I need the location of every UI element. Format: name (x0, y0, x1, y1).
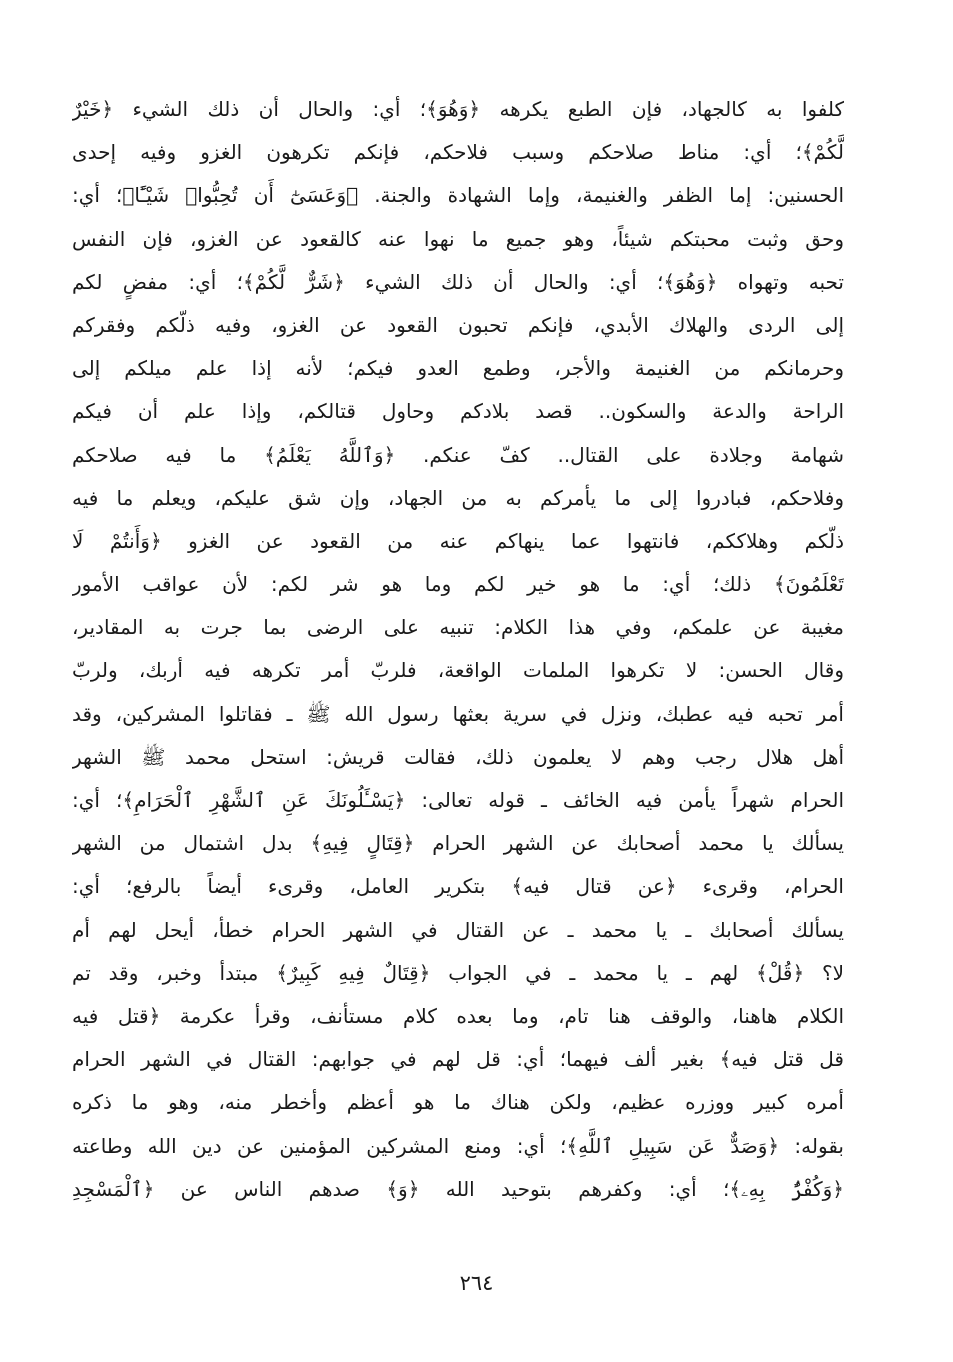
text-line: وقال الحسن: لا تكرهوا الملمات الواقعة، فلربّ أمر تكرهه فيه أربك، ولربّ (72, 658, 844, 683)
text-line: الراحة والدعة والسكون.. قصد بلادكم وحاول قتالكم، وإذا علم أن فيكم (72, 399, 844, 424)
text-line: يسألك يا محمد أصحابك عن الشهر الحرام ﴿قِتَالٍ فِيهِ﴾ بدل اشتمال من الشهر (72, 831, 844, 856)
text-line: الحرام شهراً يأمن فيه الخائف ـ قوله تعالى: ﴿يَسْـَٔلُونَكَ عَنِ ٱلشَّهْرِ ٱلْحَرَامِ﴾؛ أي: (72, 788, 844, 812)
text-line: الحسنين: إما الظفر والغنيمة، وإما الشهادة والجنة. ﴿وَعَسَىٰٓ أَن تُحِبُّوا۟ شَيْـًٔا﴾؛ أي: (72, 183, 844, 208)
text-line: تحبه وتهواه ﴿وَهُوَ﴾؛ أي: والحال أن ذلك الشيء ﴿شَرٌّ لَّكُمْ﴾؛ أي: مفضٍ لكم (72, 269, 844, 294)
text-line: ذلّكم وهلاككم، فانتهوا عما ينهاكم عنه من القعود عن الغزو ﴿وَأَنتُمْ لَا (72, 528, 844, 553)
tafsir-text-body (72, 88, 844, 1211)
text-line: وحق وثبت محبتكم شيئاً، وهو جميع ما نهوا عنه كالقعود عن الغزو، فإن النفس (72, 226, 844, 251)
text-line: الحرام، وقرىء ﴿عن قتال فيه﴾ بتكرير العامل، وقرىء أيضاً بالرفع؛ أي: (72, 874, 844, 899)
text-line: ﴿وَكُفْرٌۢ بِهِۦ﴾؛ أي: وكفرهم بتوحيد الله ﴿وَ﴾ صدهم الناس عن ﴿ٱلْمَسْجِدِ (72, 1176, 844, 1201)
text-line: شهامة وجلادة على القتال.. كفّ عنكم. ﴿وَٱللَّهُ يَعْلَمُ﴾ ما فيه صلاحكم (72, 442, 844, 467)
text-line: لا؟ ﴿قُلْ﴾ لهم ـ يا محمد ـ في الجواب ﴿قِتَالٌ فِيهِ كَبِيرٌ﴾ مبتدأ وخبر، وقد تم (72, 960, 844, 985)
text-line: كلفوا به كالجهاد، فإن الطبع يكرهه ﴿وَهُوَ﴾؛ أي: والحال أن ذلك الشيء ﴿خَيْرٌ (72, 97, 844, 121)
text-line: لَّكُمْ﴾؛ أي: مناط صلاحكم وسبب فلاحكم، فإنكم تكرهون الغزو وفيه إحدى (72, 140, 844, 165)
text-line: بقوله: ﴿وَصَدٌّ عَن سَبِيلِ ٱللَّهِ﴾؛ أي: ومنع المشركين المؤمنين عن دين الله وطاعته (72, 1133, 844, 1158)
text-line: قل قتل فيه﴾ بغير ألف فيهما؛ أي: قل لهم في جوابهم: القتال في الشهر الحرام (72, 1047, 844, 1072)
page-number: ٢٦٤ (459, 1271, 494, 1295)
text-line: أمر تحبه فيه عطبك، ونزل في سرية بعثها رسول الله ﷺ ـ فقاتلوا المشركين، وقد (72, 701, 844, 726)
text-line: الكلام هاهنا، والوقف هنا تام، وما بعده كلام مستأنف، وقرأ عكرمة ﴿قتل فيه (72, 1003, 844, 1028)
text-line: مغيبة عن علمكم، وفي هذا الكلام: تنبيه على الرضى بما جرت به المقادير، (72, 615, 844, 640)
text-line: وحرمانكم من الغنيمة والأجر، وطمع العدو فيكم؛ لأنه إذا علم ميلكم إلى (72, 356, 844, 381)
text-line: إلى الردى والهلاك الأبدي، فإنكم تحبون القعود عن الغزو، وفيه ذلّكم وفقركم (72, 312, 844, 337)
text-line: يسألك أصحابك ـ يا محمد ـ عن القتال في الشهر الحرام خطأ، أيحل لهم أم (72, 917, 844, 942)
text-line: أهل هلال رجب وهم لا يعلمون ذلك، فقالت قريش: استحل محمد ﷺ الشهر (72, 744, 844, 769)
text-line: تَعْلَمُونَ﴾ ذلك؛ أي: ما هو خير لكم وما هو شر لكم: لأن عواقب الأمور (72, 572, 844, 597)
text-line: وفلاحكم، فبادروا إلى ما يأمركم به من الجهاد، وإن شق عليكم، ويعلم ما فيه (72, 485, 844, 510)
text-line: أمره كبير ووزره عظيم، ولكن هناك ما هو أعظم وأخطر منه، وهو ما ذكره (72, 1090, 844, 1115)
